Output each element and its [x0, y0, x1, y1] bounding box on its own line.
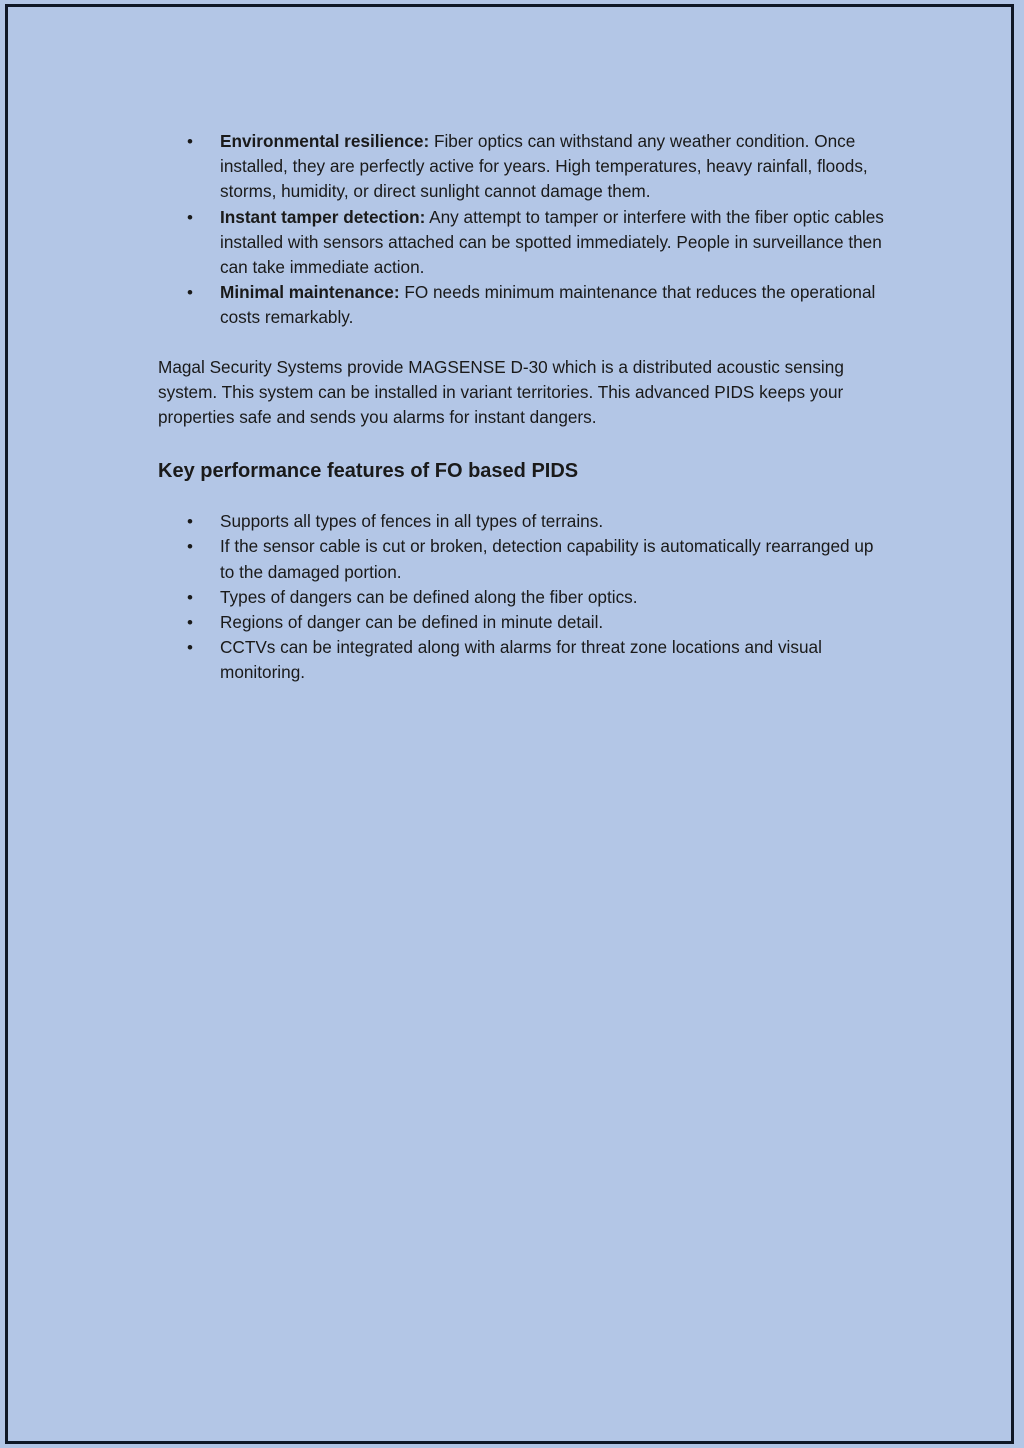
list-item: • If the sensor cable is cut or broken, detection capability is automatically rearranged up to the damaged portion.	[220, 534, 888, 584]
advantages-list	[158, 129, 888, 331]
list-item: • Types of dangers can be defined along the fiber optics.	[220, 585, 888, 610]
document-content	[158, 129, 888, 686]
list-item: • Supports all types of fences in all types of terrains.	[220, 509, 888, 534]
bullet-text: FO needs minimum maintenance that reduces the operational costs remarkably.	[220, 282, 876, 328]
list-item: • CCTVs can be integrated along with alarms for threat zone locations and visual monitoring.	[220, 635, 888, 685]
page-frame	[5, 4, 1014, 1444]
list-item	[220, 205, 888, 281]
bullet-text: Any attempt to tamper or interfere with the fiber optic cables installed with sensors attached can be spotted immediately. People in surveillance then can take immediate action.	[220, 206, 884, 278]
section-heading: Key performance features of FO based PIDS	[158, 460, 579, 483]
bullet-term: Minimal maintenance:	[220, 282, 400, 303]
bullet-text: Fiber optics can withstand any weather condition. Once installed, they are perfectly active for years. High temperatures, heavy rainfall, floods, storms, humidity, or direct sunlight cannot damage them.	[220, 131, 868, 202]
list-item	[220, 129, 888, 205]
body-paragraph: Magal Security Systems provide MAGSENSE D-30 which is a distributed acoustic sensing system. This system can be installed in variant territories. This advanced PIDS keeps your properties safe and sends you alarms for instant dangers.	[158, 356, 844, 428]
bullet-term: Instant tamper detection:	[220, 206, 426, 227]
list-item	[220, 280, 888, 330]
features-list	[158, 509, 888, 685]
list-item: • Regions of danger can be defined in minute detail.	[220, 610, 888, 635]
bullet-term: Environmental resilience:	[220, 131, 430, 151]
